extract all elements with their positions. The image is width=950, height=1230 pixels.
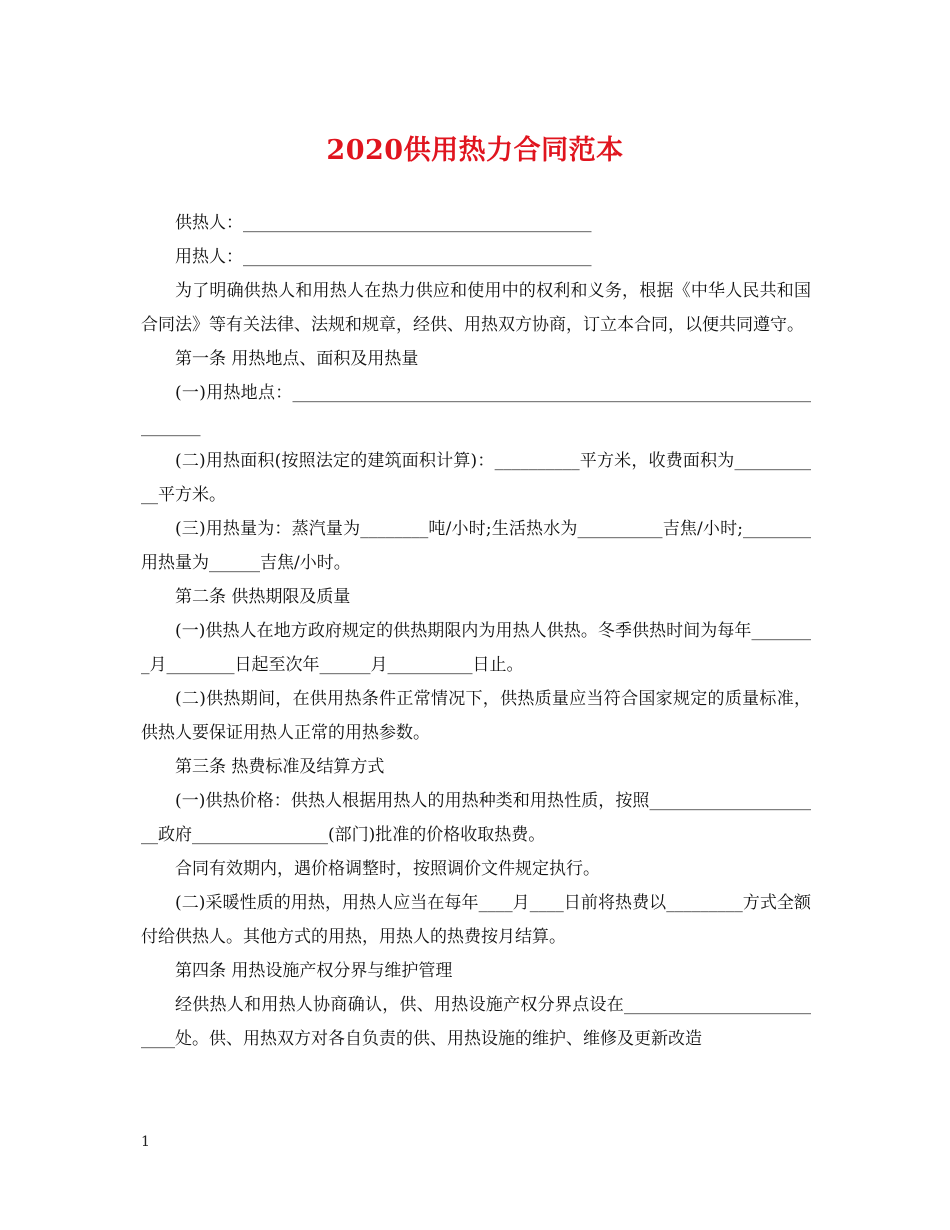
article-1-clause-1: (一)用热地点：____________________________________________________________________ xyxy=(141,383,811,437)
user-line: 用热人：_________________________________________ xyxy=(175,247,592,267)
document-body xyxy=(141,206,811,1056)
article-1-clause-2: (二)用热面积(按照法定的建筑面积计算)：__________平方米，收费面积为___________平方米。 xyxy=(141,451,811,505)
preamble-paragraph: 为了明确供热人和用热人在热力供应和使用中的权利和义务，根据《中华人民共和国合同法》等有关法律、法规和规章，经供、用热双方协商，订立本合同，以便共同遵守。 xyxy=(141,281,811,335)
article-3-price-adjustment: 合同有效期内，遇价格调整时，按照调价文件规定执行。 xyxy=(175,859,600,879)
article-4-heading: 第四条 用热设施产权分界与维护管理 xyxy=(175,961,453,981)
document-title: 2020供用热力合同范本 xyxy=(326,135,624,166)
article-2-clause-1: (一)供热人在地方政府规定的供热期限内为用热人供热。冬季供热时间为每年________月________日起至次年______月__________日止。 xyxy=(141,621,811,675)
page-number: 1 xyxy=(141,1134,150,1150)
article-3-clause-1: (一)供热价格：供热人根据用热人的用热种类和用热性质，按照_____________________政府________________(部门)批准的价格收取热费。 xyxy=(141,791,811,845)
article-3-heading: 第三条 热费标准及结算方式 xyxy=(175,757,385,777)
article-3-clause-2: (二)采暖性质的用热，用热人应当在每年____月____日前将热费以_________方式全额付给供热人。其他方式的用热，用热人的热费按月结算。 xyxy=(141,893,811,947)
article-2-clause-2: (二)供热期间，在供用热条件正常情况下，供热质量应当符合国家规定的质量标准，供热人要保证用热人正常的用热参数。 xyxy=(141,689,811,743)
supplier-line: 供热人：_________________________________________ xyxy=(175,213,592,233)
article-2-heading: 第二条 供热期限及质量 xyxy=(175,587,351,607)
article-1-clause-3: (三)用热量为：蒸汽量为________吨/小时;生活热水为__________吉焦/小时;________用热量为______吉焦/小时。 xyxy=(141,519,811,573)
article-4-clause-1: 经供热人和用热人协商确认，供、用热设施产权分界点设在__________________________处。供、用热双方对各自负责的供、用热设施的维护、维修及更新改造 xyxy=(141,995,811,1049)
article-1-heading: 第一条 用热地点、面积及用热量 xyxy=(175,349,419,369)
